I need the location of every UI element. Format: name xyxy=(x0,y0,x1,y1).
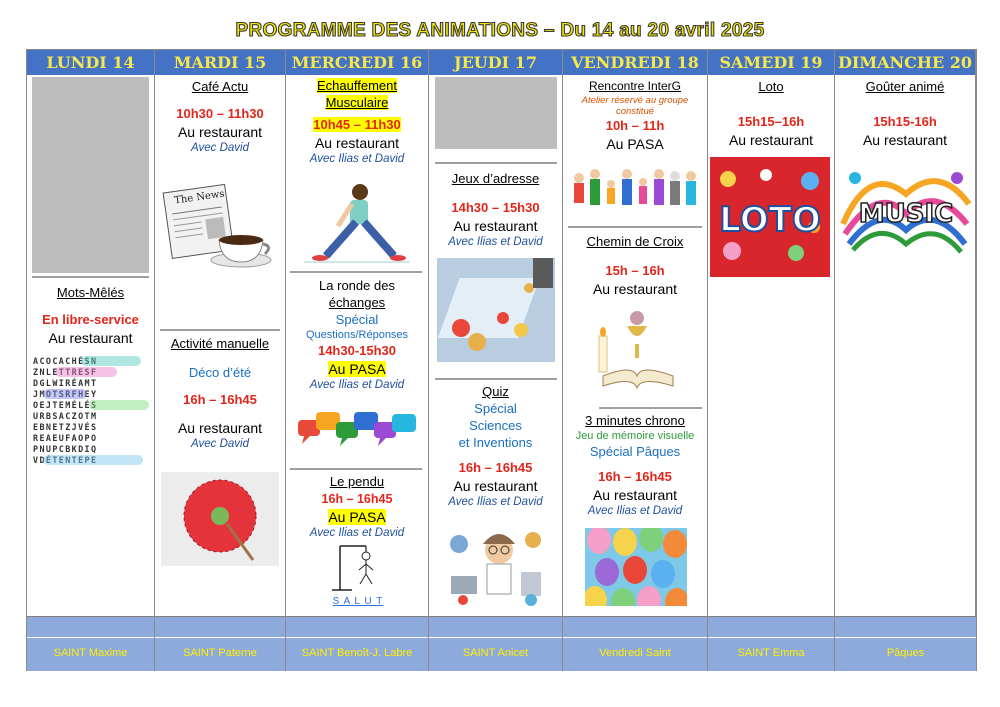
day-header-dimanche: DIMANCHE 20 xyxy=(835,50,975,75)
activity-special: Spécial Pâques xyxy=(589,444,681,459)
activity-place: Au restaurant xyxy=(728,132,814,148)
footer-band xyxy=(563,616,707,638)
activity-title: Activité manuelle xyxy=(170,336,270,351)
saint-samedi: SAINT Emma xyxy=(708,637,834,671)
activity-title: Jeux d’adresse xyxy=(451,171,540,186)
activity-special: Spécial xyxy=(335,312,379,327)
footer-band xyxy=(708,616,834,638)
activity-title: Chemin de Croix xyxy=(586,234,684,249)
word-search-row: ACOCACHÉSN xyxy=(33,356,98,366)
saint-vendredi: Vendredi Saint xyxy=(563,637,707,671)
activity-time: 14h30 – 15h30 xyxy=(451,200,540,215)
newspaper-text: The News xyxy=(173,188,226,207)
word-search-row: OEJTEMÉLÉS xyxy=(33,400,98,410)
activity-title: Le pendu xyxy=(329,474,385,489)
word-search-row: PNUPCBKDIQ xyxy=(33,444,98,454)
activity-time: En libre-service xyxy=(42,312,139,327)
activity-title: Quiz xyxy=(482,384,509,399)
activity-subtitle: Jeu de mémoire visuelle xyxy=(575,430,695,442)
activity-time: 14h30-15h30 xyxy=(317,343,397,358)
activity-title-line2: Musculaire xyxy=(325,95,389,110)
word-search-row: DGLWIRÉAMT xyxy=(33,378,98,388)
day-header-mercredi: MERCREDI 16 xyxy=(286,50,428,75)
activity-host: Avec Ilias et David xyxy=(309,527,405,539)
saint-mardi: SAINT Paterne xyxy=(155,637,285,671)
activity-host: Avec Ilias et David xyxy=(309,153,405,165)
footer-band xyxy=(429,616,562,638)
footer-band xyxy=(27,616,154,638)
footer-mardi xyxy=(155,50,286,670)
activity-title: Mots-Mêlés xyxy=(56,285,125,300)
word-search-row: JMOTSRFHEY xyxy=(33,389,98,399)
activity-title: Goûter animé xyxy=(865,79,945,94)
activity-host: Avec Ilias et David xyxy=(587,505,683,517)
activity-host: Avec David xyxy=(191,142,249,154)
activity-host: Avec David xyxy=(191,438,249,450)
activity-host: Avec Ilias et David xyxy=(448,496,543,508)
activity-place: Au restaurant xyxy=(453,218,538,234)
activity-time: 15h15-16h xyxy=(873,114,937,129)
activity-host: Avec Ilias et David xyxy=(448,236,543,248)
music-logo-text: MUSIC xyxy=(858,199,954,229)
footer-samedi xyxy=(708,50,835,670)
activity-place: Au PASA xyxy=(328,509,386,525)
footer-band xyxy=(286,616,428,638)
activity-title: Loto xyxy=(758,79,784,94)
activity-time: 16h – 16h45 xyxy=(598,469,672,484)
page-title: PROGRAMME DES ANIMATIONS – Du 14 au 20 avril 2025 xyxy=(235,20,765,41)
activity-time: 16h – 16h45 xyxy=(183,392,257,407)
activity-note: Atelier réservé au groupe constitué xyxy=(581,95,689,117)
activity-place: Au restaurant xyxy=(48,330,133,346)
activity-place: Au PASA xyxy=(328,361,386,377)
activity-place: Au restaurant xyxy=(862,132,948,148)
footer-mercredi xyxy=(286,50,429,670)
activity-special: Spécial xyxy=(474,401,517,416)
footer-vendredi xyxy=(563,50,708,670)
day-header-mardi: MARDI 15 xyxy=(155,50,285,75)
footer-dimanche xyxy=(835,50,976,670)
activity-place: Au restaurant xyxy=(592,487,678,503)
activity-place: Au PASA xyxy=(606,136,664,152)
activity-subtitle: Questions/Réponses xyxy=(305,329,409,341)
activity-time: 16h – 16h45 xyxy=(458,460,533,475)
activity-place: Au restaurant xyxy=(592,281,678,297)
activity-title: La ronde des xyxy=(319,278,395,293)
activity-time: 10h – 11h xyxy=(605,118,665,133)
footer-band xyxy=(155,616,285,638)
word-search-row: REAEUFAOPO xyxy=(33,433,98,443)
activity-time: 10h30 – 11h30 xyxy=(176,106,264,121)
activity-title: Echauffement xyxy=(317,78,397,93)
day-header-samedi: SAMEDI 19 xyxy=(708,50,834,75)
saint-mercredi: SAINT Benoît-J. Labre xyxy=(286,637,428,671)
activity-time: 10h45 – 11h30 xyxy=(313,117,401,132)
activity-title-line2: échanges xyxy=(328,295,386,310)
day-header-jeudi: JEUDI 17 xyxy=(429,50,562,75)
activity-time: 15h – 16h xyxy=(605,263,665,278)
footer-jeudi xyxy=(429,50,563,670)
activity-title: 3 minutes chrono xyxy=(585,413,685,428)
saint-lundi: SAINT Maxime xyxy=(27,637,154,671)
saint-dimanche: Pâques xyxy=(835,637,976,671)
activity-host: Avec Ilias et David xyxy=(309,379,405,391)
word-search-row: VDÉTENTEPE xyxy=(33,455,98,465)
activity-time: 15h15–16h xyxy=(737,114,805,129)
activity-title: Café Actu xyxy=(191,79,249,94)
word-search-row: URBSACZOTM xyxy=(33,411,98,421)
activity-special-line2: Sciences xyxy=(469,418,522,433)
day-header-lundi: LUNDI 14 xyxy=(27,50,154,75)
word-search-row: ZNLETTRESF xyxy=(33,367,98,377)
activity-place: Au restaurant xyxy=(177,420,263,436)
weekly-schedule-grid xyxy=(26,49,977,671)
saint-jeudi: SAINT Anicet xyxy=(429,637,562,671)
activity-time: 16h – 16h45 xyxy=(321,492,393,506)
day-header-vendredi: VENDREDI 18 xyxy=(563,50,707,75)
activity-place: Au restaurant xyxy=(314,135,400,151)
footer-lundi xyxy=(27,50,155,670)
activity-place: Au restaurant xyxy=(177,124,263,140)
loto-logo-text: LOTO xyxy=(719,200,821,240)
activity-place: Au restaurant xyxy=(453,478,538,494)
word-search-row: EBNETZJVÉS xyxy=(33,422,98,432)
activity-special: Déco d’été xyxy=(188,365,252,380)
activity-special-line3: et Inventions xyxy=(458,435,533,450)
hangman-word: S A L U T xyxy=(332,596,384,607)
activity-title: Rencontre InterG xyxy=(588,79,682,93)
footer-band xyxy=(835,616,976,638)
